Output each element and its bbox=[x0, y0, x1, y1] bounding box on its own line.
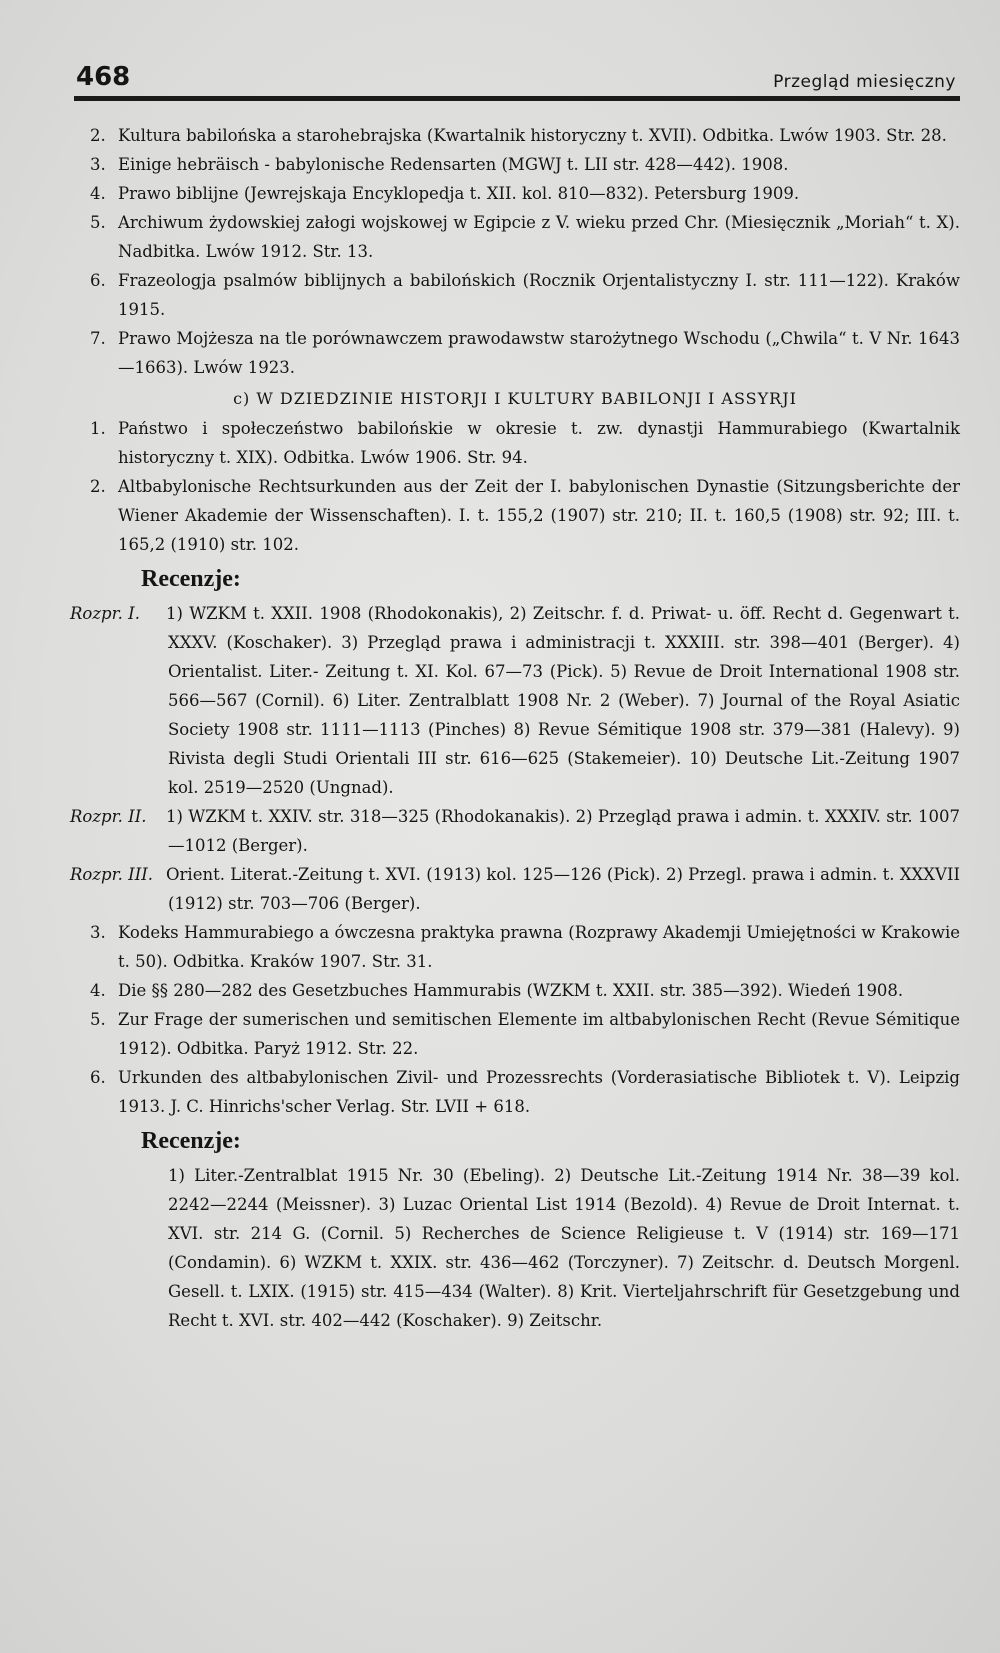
reviews-paragraph: 1) Liter.-Zentralblat 1915 Nr. 30 (Ebeling). 2) Deutsche Lit.-Zeitung 1914 Nr. 38—39 kol. 2242—2244 (Meissner). 3) Luzac Oriental List 1914 (Bezold). 4) Revue de Droit Internat. t. XVI. str. 214 G. (Cornil. 5) Recherches de Science Religieuse t. V (1914) str. 169—171 (Condamin). 6) WZKM t. XXIX. str. 436—462 (Torczyner). 7) Zeitschr. d. Deutsch Morgenl. Gesell. t. LXIX. (1915) str. 415—434 (Walter). 8) Krit. Vierteljahrschrift für Gesetzgebung und Recht t. XVI. str. 402—442 (Koschaker). 9) Zeitschr. bbox=[168, 1166, 960, 1330]
list-item: 3. Kodeks Hammurabiego a ówczesna praktyka prawna (Rozprawy Akademji Umiejętności w Krakowie t. 50). Odbitka. Kraków 1907. Str. 31. bbox=[90, 923, 960, 971]
running-title: Przegląd miesięczny bbox=[773, 72, 956, 92]
list-item: 6. Urkunden des altbabylonischen Zivil- und Prozessrechts (Vorderasiatische Bibliotek t. V). Leipzig 1913. J. C. Hinrichs'scher Verlag. Str. LVII + 618. bbox=[90, 1068, 960, 1116]
review-item: Rozpr. III. Orient. Literat.-Zeitung t. XVI. (1913) kol. 125—126 (Pick). 2) Przegl. prawa i admin. t. XXXVII (1912) str. 703—706 (Berger). bbox=[70, 865, 960, 913]
list-item: 6. Frazeologja psalmów biblijnych a babilońskich (Rocznik Orjentalistyczny I. str. 111—122). Kraków 1915. bbox=[90, 271, 960, 319]
section-heading-c: c) W DZIEDZINIE HISTORJI I KULTURY BABILONJI I ASSYRJI bbox=[233, 389, 797, 408]
review-item: Rozpr. II. 1) WZKM t. XXIV. str. 318—325 (Rhodokanakis). 2) Przegląd prawa i admin. t. XXXIV. str. 1007—1012 (Berger). bbox=[70, 807, 960, 855]
bibliography-list-d bbox=[70, 918, 960, 1121]
list-item: 5. Zur Frage der sumerischen und semitischen Elemente im altbabylonischen Recht (Revue Sémitique 1912). Odbitka. Paryż 1912. Str. 22. bbox=[90, 1010, 960, 1058]
reviews-heading: Recenzje: bbox=[141, 566, 241, 592]
list-item: 3. Einige hebräisch - babylonische Redensarten (MGWJ t. LII str. 428—442). 1908. bbox=[90, 155, 789, 174]
bibliography-list-c bbox=[70, 414, 960, 559]
list-item: 4. Die §§ 280—282 des Gesetzbuches Hammurabis (WZKM t. XXII. str. 385—392). Wiedeń 1908. bbox=[90, 981, 904, 1000]
page-header bbox=[70, 58, 960, 92]
list-item: 2. Kultura babilońska a starohebrajska (Kwartalnik historyczny t. XVII). Odbitka. Lwów 1903. Str. 28. bbox=[90, 126, 947, 145]
list-item: 7. Prawo Mojżesza na tle porównawczem prawodawstw starożytnego Wschodu („Chwila“ t. V Nr. 1643—1663). Lwów 1923. bbox=[90, 329, 960, 377]
reviews-heading-2: Recenzje: bbox=[141, 1128, 241, 1154]
list-item: 2. Altbabylonische Rechtsurkunden aus der Zeit der I. babylonischen Dynastie (Sitzungsberichte der Wiener Akademie der Wissenschaften). I. t. 155,2 (1907) str. 210; II. t. 160,5 (1908) str. 92; III. t. 165,2 (1910) str. 102. bbox=[90, 477, 960, 554]
list-item: 5. Archiwum żydowskiej załogi wojskowej w Egipcie z V. wieku przed Chr. (Miesięcznik „Moriah“ t. X). Nadbitka. Lwów 1912. Str. 13. bbox=[90, 213, 960, 261]
review-item: Rozpr. I. 1) WZKM t. XXII. 1908 (Rhodokonakis), 2) Zeitschr. f. d. Priwat- u. öff. Recht d. Gegenwart t. XXXV. (Koschaker). 3) Przegląd prawa i administracji t. XXXIII. str. 398—401 (Berger). 4) Orientalist. Liter.- Zeitung t. XI. Kol. 67—73 (Pick). 5) Revue de Droit International 1908 str. 566—567 (Cornil). 6) Liter. Zentralblatt 1908 Nr. 2 (Weber). 7) Journal of the Royal Asiatic Society 1908 str. 1111—1113 (Pinches) 8) Revue Sémitique 1908 str. 379—381 (Halevy). 9) Rivista degli Studi Orientali III str. 616—625 (Stakemeier). 10) Deutsche Lit.-Zeitung 1907 kol. 2519—2520 (Ungnad). bbox=[70, 604, 960, 797]
list-item: 1. Państwo i społeczeństwo babilońskie w okresie t. zw. dynastji Hammurabiego (Kwartalnik historyczny t. XIX). Odbitka. Lwów 1906. Str. 94. bbox=[90, 419, 960, 467]
bibliography-list-a bbox=[70, 121, 960, 382]
page-number: 468 bbox=[76, 62, 131, 92]
reviews-list bbox=[70, 599, 960, 918]
list-item: 4. Prawo biblijne (Jewrejskaja Encyklopedja t. XII. kol. 810—832). Petersburg 1909. bbox=[90, 184, 800, 203]
header-rule bbox=[74, 96, 960, 101]
